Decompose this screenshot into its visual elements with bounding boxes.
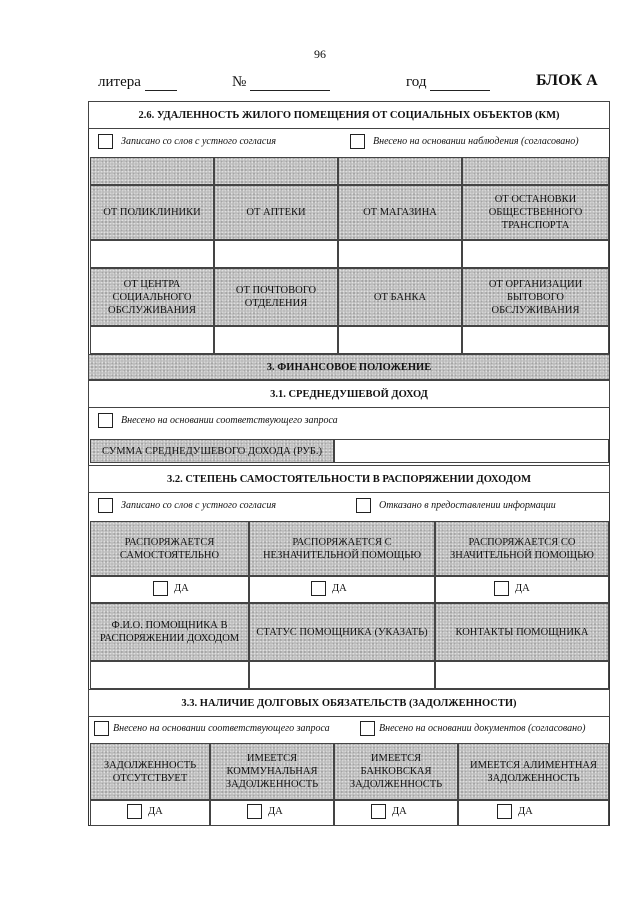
s32-input-helper-name[interactable] — [90, 661, 249, 689]
checkbox-icon[interactable] — [127, 804, 142, 819]
yes-label: ДА — [332, 583, 347, 594]
s33-check1-label: Внесено на основании соответствующего запроса — [113, 723, 330, 734]
checkbox-icon[interactable] — [94, 721, 109, 736]
s26-gray-strip-3 — [338, 157, 462, 185]
section-3-2-title: 3.2. СТЕПЕНЬ САМОСТОЯТЕЛЬНОСТИ В РАСПОРЯЖЕНИИ ДОХОДОМ — [88, 465, 610, 493]
s26-check1-label: Записано со слов с устного согласия — [121, 136, 276, 147]
s26-input-shop[interactable] — [338, 240, 462, 268]
s33-yes-option-3[interactable] — [371, 804, 407, 819]
s33-yes-cell-4 — [458, 800, 609, 826]
s26-header-bank: ОТ БАНКА — [338, 268, 462, 326]
s32-header-helper-name: Ф.И.О. ПОМОЩНИКА В РАСПОРЯЖЕНИИ ДОХОДОМ — [90, 603, 249, 661]
s32-header-major-help: РАСПОРЯЖАЕТСЯ СО ЗНАЧИТЕЛЬНОЙ ПОМОЩЬЮ — [435, 521, 609, 576]
s33-header-bank-debt: ИМЕЕТСЯ БАНКОВСКАЯ ЗАДОЛЖЕННОСТЬ — [334, 743, 458, 800]
checkbox-icon[interactable] — [497, 804, 512, 819]
s31-check1-label: Внесено на основании соответствующего запроса — [121, 415, 338, 426]
s32-header-helper-status: СТАТУС ПОМОЩНИКА (УКАЗАТЬ) — [249, 603, 435, 661]
number-input-line[interactable] — [250, 76, 330, 91]
s32-check1-label: Записано со слов с устного согласия — [121, 500, 276, 511]
s33-header-alimony-debt: ИМЕЕТСЯ АЛИМЕНТНАЯ ЗАДОЛЖЕННОСТЬ — [458, 743, 609, 800]
s32-check2-label: Отказано в предоставлении информации — [379, 500, 556, 511]
s26-header-transport: ОТ ОСТАНОВКИ ОБЩЕСТВЕННОГО ТРАНСПОРТА — [462, 185, 609, 240]
s33-yes-option-2[interactable] — [247, 804, 283, 819]
s32-yes-option-1[interactable] — [153, 581, 189, 596]
checkbox-icon[interactable] — [356, 498, 371, 513]
s26-header-polyclinic: ОТ ПОЛИКЛИНИКИ — [90, 185, 214, 240]
checkbox-icon[interactable] — [98, 498, 113, 513]
s26-gray-strip-2 — [214, 157, 338, 185]
s32-header-minor-help: РАСПОРЯЖАЕТСЯ С НЕЗНАЧИТЕЛЬНОЙ ПОМОЩЬЮ — [249, 521, 435, 576]
section-2-6-title: 2.6. УДАЛЕННОСТЬ ЖИЛОГО ПОМЕЩЕНИЯ ОТ СОЦИАЛЬНЫХ ОБЪЕКТОВ (КМ) — [88, 101, 610, 129]
litera-label: литера — [98, 74, 141, 90]
section-3-1-title: 3.1. СРЕДНЕДУШЕВОЙ ДОХОД — [88, 380, 610, 408]
s26-input-household-service[interactable] — [462, 326, 609, 354]
year-field — [406, 74, 490, 91]
s26-checkbox-observation[interactable] — [350, 134, 579, 149]
s32-yes-option-3[interactable] — [494, 581, 530, 596]
litera-field — [98, 74, 177, 91]
s31-sum-input[interactable] — [334, 439, 609, 463]
yes-label: ДА — [148, 806, 163, 817]
s26-input-bank[interactable] — [338, 326, 462, 354]
s32-checkbox-refused[interactable] — [356, 498, 556, 513]
s26-header-household-service: ОТ ОРГАНИЗАЦИИ БЫТОВОГО ОБСЛУЖИВАНИЯ — [462, 268, 609, 326]
s26-gray-strip-1 — [90, 157, 214, 185]
number-label: № — [232, 74, 247, 90]
yes-label: ДА — [174, 583, 189, 594]
checkbox-icon[interactable] — [153, 581, 168, 596]
yes-label: ДА — [515, 583, 530, 594]
checkbox-icon[interactable] — [494, 581, 509, 596]
s32-input-helper-status[interactable] — [249, 661, 435, 689]
s26-checkbox-oral[interactable] — [98, 134, 276, 149]
s26-header-pharmacy: ОТ АПТЕКИ — [214, 185, 338, 240]
s26-header-social-center: ОТ ЦЕНТРА СОЦИАЛЬНОГО ОБСЛУЖИВАНИЯ — [90, 268, 214, 326]
checkbox-icon[interactable] — [371, 804, 386, 819]
s26-input-post-office[interactable] — [214, 326, 338, 354]
checkbox-icon[interactable] — [311, 581, 326, 596]
s33-yes-option-1[interactable] — [127, 804, 163, 819]
yes-label: ДА — [392, 806, 407, 817]
s32-input-helper-contacts[interactable] — [435, 661, 609, 689]
checkbox-icon[interactable] — [247, 804, 262, 819]
s32-header-helper-contacts: КОНТАКТЫ ПОМОЩНИКА — [435, 603, 609, 661]
litera-input-line[interactable] — [145, 76, 177, 91]
checkbox-icon[interactable] — [98, 413, 113, 428]
year-label: год — [406, 74, 427, 90]
number-field — [232, 74, 330, 91]
s33-yes-option-4[interactable] — [497, 804, 533, 819]
s26-input-transport[interactable] — [462, 240, 609, 268]
s32-yes-option-2[interactable] — [311, 581, 347, 596]
s33-checkbox-documents[interactable] — [360, 721, 585, 736]
s32-header-self: РАСПОРЯЖАЕТСЯ САМОСТОЯТЕЛЬНО — [90, 521, 249, 576]
s33-header-no-debt: ЗАДОЛЖЕННОСТЬ ОТСУТСТВУЕТ — [90, 743, 210, 800]
checkbox-icon[interactable] — [360, 721, 375, 736]
checkbox-icon[interactable] — [350, 134, 365, 149]
block-label: БЛОК А — [536, 72, 598, 89]
s33-check2-label: Внесено на основании документов (согласовано) — [379, 723, 586, 734]
yes-label: ДА — [518, 806, 533, 817]
page-number: 96 — [314, 47, 326, 61]
year-input-line[interactable] — [430, 76, 490, 91]
section-3-title: 3. ФИНАНСОВОЕ ПОЛОЖЕНИЕ — [88, 354, 610, 380]
s31-checkbox-request[interactable] — [98, 413, 338, 428]
s33-checkbox-request[interactable] — [94, 721, 330, 736]
s26-check2-label: Внесено на основании наблюдения (согласовано) — [373, 136, 579, 147]
s26-input-social-center[interactable] — [90, 326, 214, 354]
s26-input-pharmacy[interactable] — [214, 240, 338, 268]
section-3-3-title: 3.3. НАЛИЧИЕ ДОЛГОВЫХ ОБЯЗАТЕЛЬСТВ (ЗАДОЛЖЕННОСТИ) — [88, 689, 610, 717]
s26-header-post-office: ОТ ПОЧТОВОГО ОТДЕЛЕНИЯ — [214, 268, 338, 326]
checkbox-icon[interactable] — [98, 134, 113, 149]
s26-input-polyclinic[interactable] — [90, 240, 214, 268]
s26-header-shop: ОТ МАГАЗИНА — [338, 185, 462, 240]
s32-checkbox-oral[interactable] — [98, 498, 276, 513]
s26-gray-strip-4 — [462, 157, 609, 185]
yes-label: ДА — [268, 806, 283, 817]
s31-sum-label: СУММА СРЕДНЕДУШЕВОГО ДОХОДА (РУБ.) — [90, 439, 334, 463]
s33-header-utility-debt: ИМЕЕТСЯ КОММУНАЛЬНАЯ ЗАДОЛЖЕННОСТЬ — [210, 743, 334, 800]
